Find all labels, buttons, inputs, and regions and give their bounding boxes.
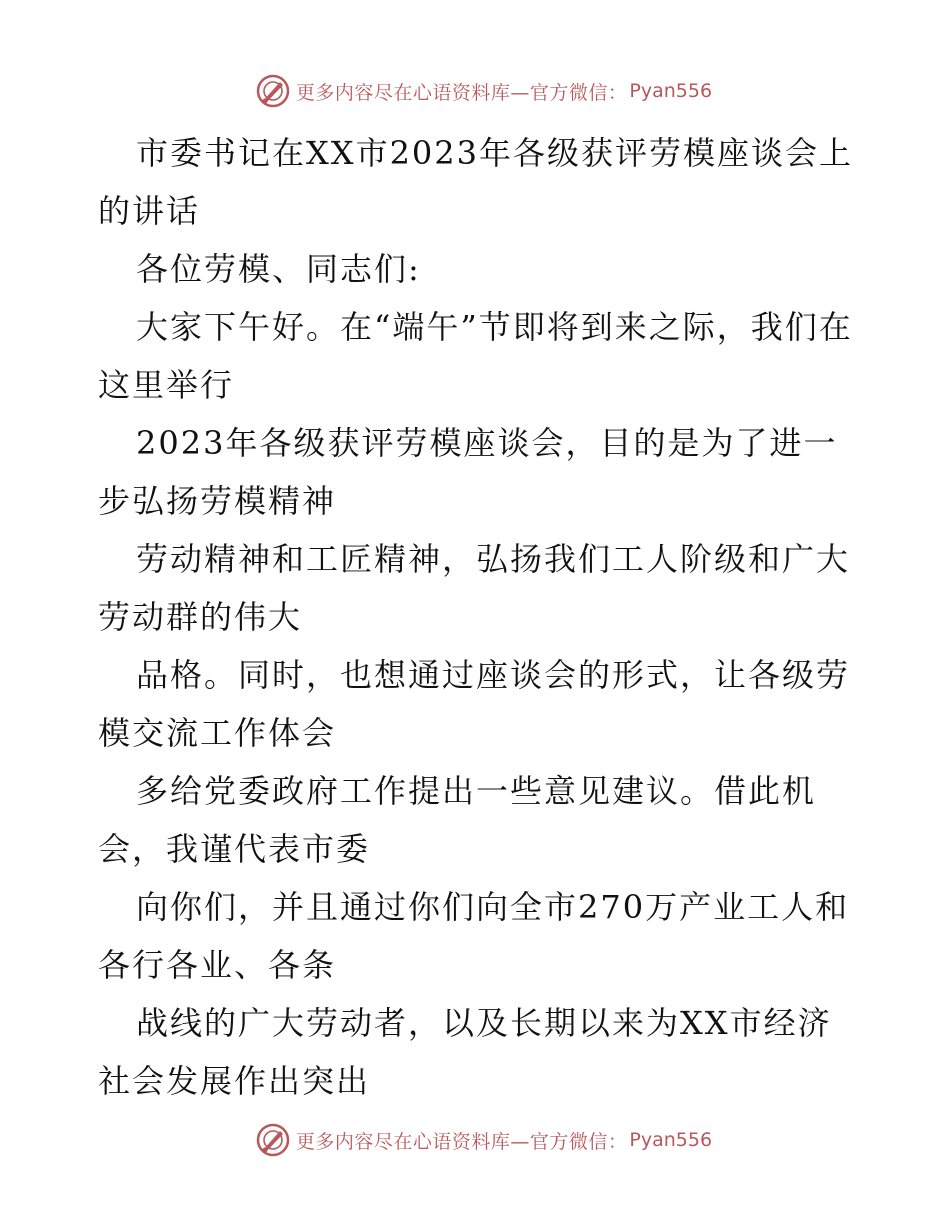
- document-body: [98, 124, 858, 1110]
- footer-watermark: [0, 1120, 950, 1160]
- watermark-wechat-id: Pyan556: [629, 1129, 713, 1151]
- watermark-text: 更多内容尽在心语资料库—官方微信：: [295, 81, 628, 104]
- brush-logo-icon: [256, 74, 290, 108]
- body-paragraph: 多给党委政府工作提出一些意见建议。借此机会，我谨代表市委: [98, 772, 817, 868]
- body-paragraph: 向你们，并且通过你们向全市270万产业工人和各行各业、各条: [98, 888, 850, 984]
- watermark-text: 更多内容尽在心语资料库—官方微信：: [295, 1130, 628, 1153]
- header-watermark: [0, 71, 950, 111]
- body-paragraph: 品格。同时，也想通过座谈会的形式，让各级劳模交流工作体会: [98, 656, 851, 752]
- brush-logo-icon: [256, 1123, 290, 1157]
- watermark-wechat-id: Pyan556: [629, 80, 713, 102]
- document-title: 市委书记在XX市2023年各级获评劳模座谈会上的讲话: [98, 134, 854, 230]
- salutation: 各位劳模、同志们:: [136, 250, 421, 288]
- body-paragraph: 大家下午好。在“端午”节即将到来之际，我们在这里举行: [98, 308, 853, 404]
- body-paragraph: 劳动精神和工匠精神，弘扬我们工人阶级和广大劳动群的伟大: [98, 540, 851, 636]
- body-paragraph: 2023年各级获评劳模座谈会，目的是为了进一步弘扬劳模精神: [98, 424, 838, 520]
- body-paragraph: 战线的广大劳动者，以及长期以来为XX市经济社会发展作出突出: [98, 1004, 832, 1100]
